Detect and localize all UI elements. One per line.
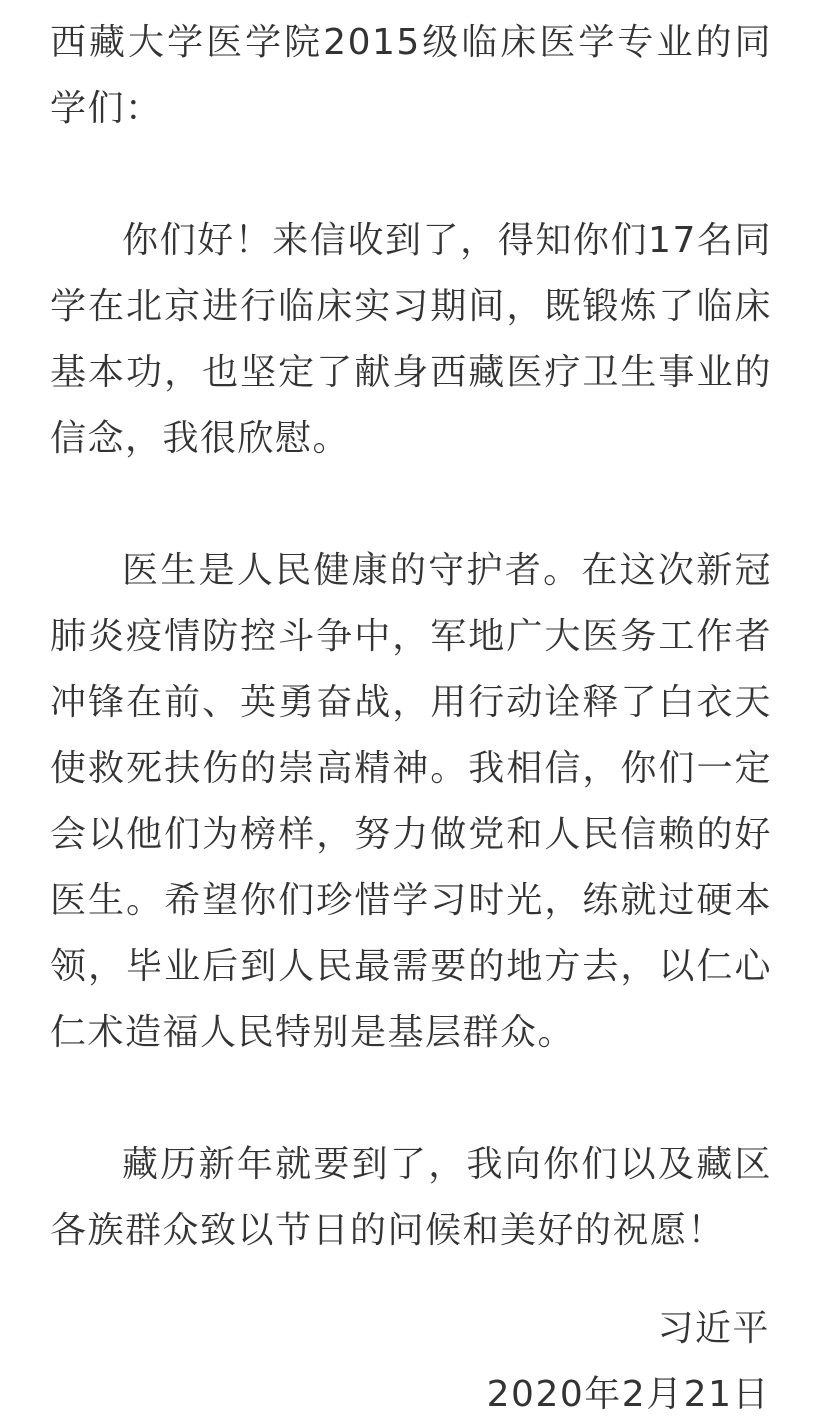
signature-block (487, 1296, 770, 1428)
paragraph-greeting: 你们好！来信收到了，得知你们17名同学在北京进行临床实习期间，既锻炼了临床基本功，也坚定了献身西藏医疗卫生事业的信念，我很欣慰。 (50, 220, 772, 459)
paragraph-new-year: 藏历新年就要到了，我向你们以及藏区各族群众致以节日的问候和美好的祝愿！ (50, 1144, 772, 1251)
paragraph-doctors: 医生是人民健康的守护者。在这次新冠肺炎疫情防控斗争中，军地广大医务工作者冲锋在前、英勇奋战，用行动诠释了白衣天使救死扶伤的崇高精神。我相信，你们一定会以他们为榜样，努力做党和人民信赖的好医生。希望你们珍惜学习时光，练就过硬本领，毕业后到人民最需要的地方去，以仁心仁术造福人民特别是基层群众。 (50, 550, 772, 1053)
signature-name: 习近平 (657, 1308, 770, 1349)
letter-body (50, 10, 772, 1264)
salutation: 西藏大学医学院2015级临床医学专业的同学们： (50, 22, 772, 129)
signature-date: 2020年2月21日 (486, 1374, 770, 1415)
